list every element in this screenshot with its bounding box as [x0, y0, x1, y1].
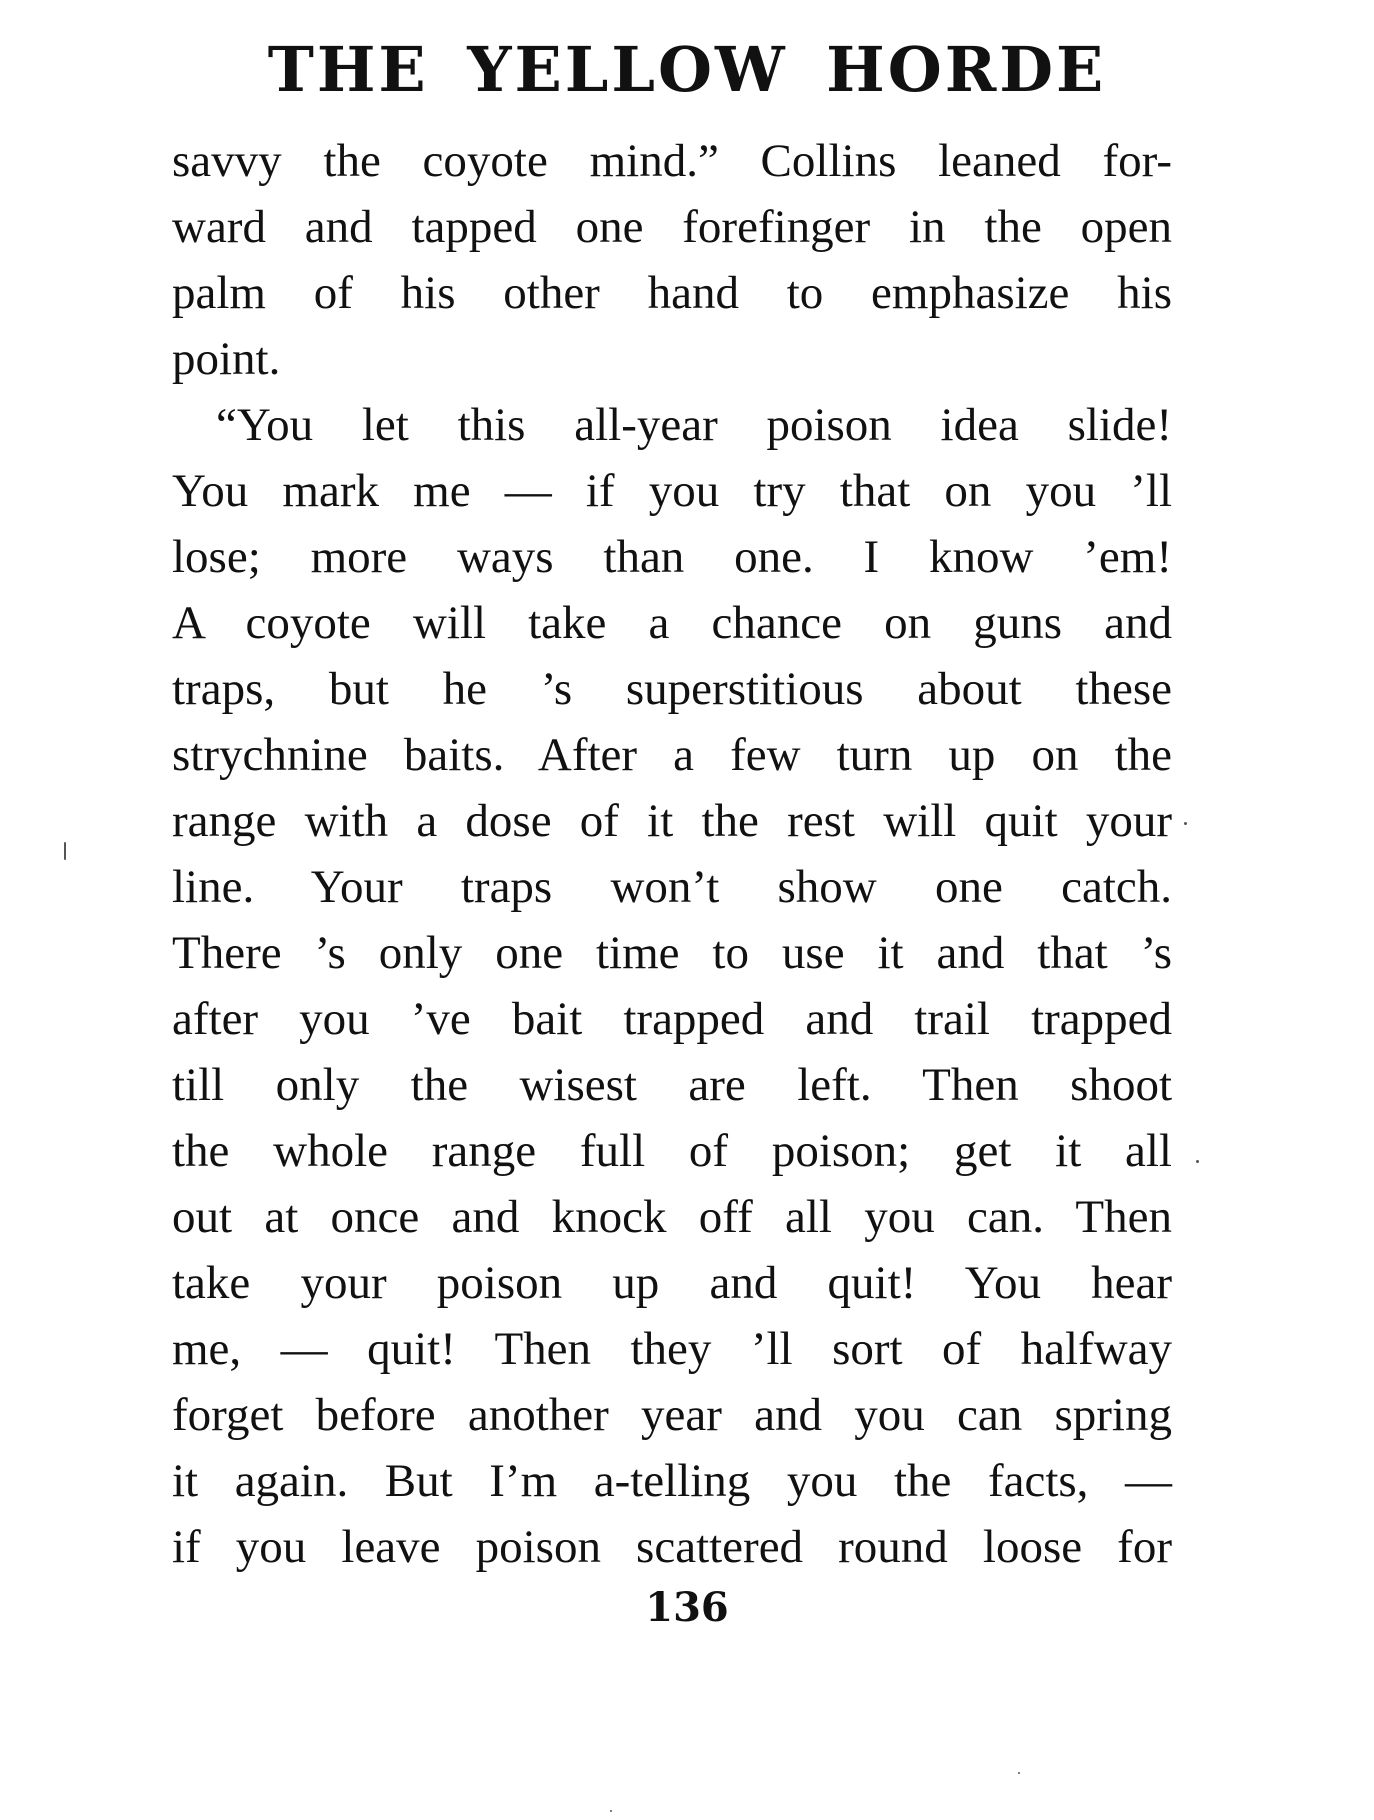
- scan-speck: [1018, 1772, 1020, 1774]
- text-line: if you leave poison scattered round loose for: [172, 1521, 1172, 1573]
- scan-speck: [1184, 822, 1187, 825]
- text-line: me, — quit! Then they ’ll sort of halfway: [172, 1323, 1172, 1375]
- page-number: 136: [645, 1584, 729, 1631]
- text-line: You mark me — if you try that on you ’ll: [172, 465, 1172, 517]
- text-line: line. Your traps won’t show one catch.: [172, 861, 1172, 913]
- text-line: savvy the coyote mind.” Collins leaned for-: [172, 135, 1172, 187]
- body-text: [172, 128, 1172, 1580]
- scan-speck: [64, 842, 66, 860]
- scan-speck: [610, 1810, 612, 1812]
- text-line: take your poison up and quit! You hear: [172, 1257, 1172, 1309]
- text-line: point.: [172, 333, 281, 385]
- text-line: after you ’ve bait trapped and trail trapped: [172, 993, 1172, 1045]
- text-line: strychnine baits. After a few turn up on the: [172, 729, 1172, 781]
- text-line: ward and tapped one forefinger in the open: [172, 201, 1172, 253]
- scan-speck: [1196, 1160, 1199, 1163]
- running-head: THE YELLOW HORDE: [267, 33, 1107, 106]
- text-line: traps, but he ’s superstitious about these: [172, 663, 1172, 715]
- text-line: lose; more ways than one. I know ’em!: [172, 531, 1172, 583]
- text-line: range with a dose of it the rest will quit your: [172, 795, 1172, 847]
- text-line: till only the wisest are left. Then shoot: [172, 1059, 1172, 1111]
- text-line: There ’s only one time to use it and that ’s: [172, 927, 1172, 979]
- text-line: it again. But I’m a-telling you the facts, —: [172, 1455, 1172, 1507]
- text-line: the whole range full of poison; get it all: [172, 1125, 1172, 1177]
- text-line: A coyote will take a chance on guns and: [172, 597, 1172, 649]
- text-line: forget before another year and you can spring: [172, 1389, 1172, 1441]
- text-line: “You let this all-year poison idea slide!: [216, 399, 1172, 451]
- text-line: out at once and knock off all you can. Then: [172, 1191, 1172, 1243]
- text-line: palm of his other hand to emphasize his: [172, 267, 1172, 319]
